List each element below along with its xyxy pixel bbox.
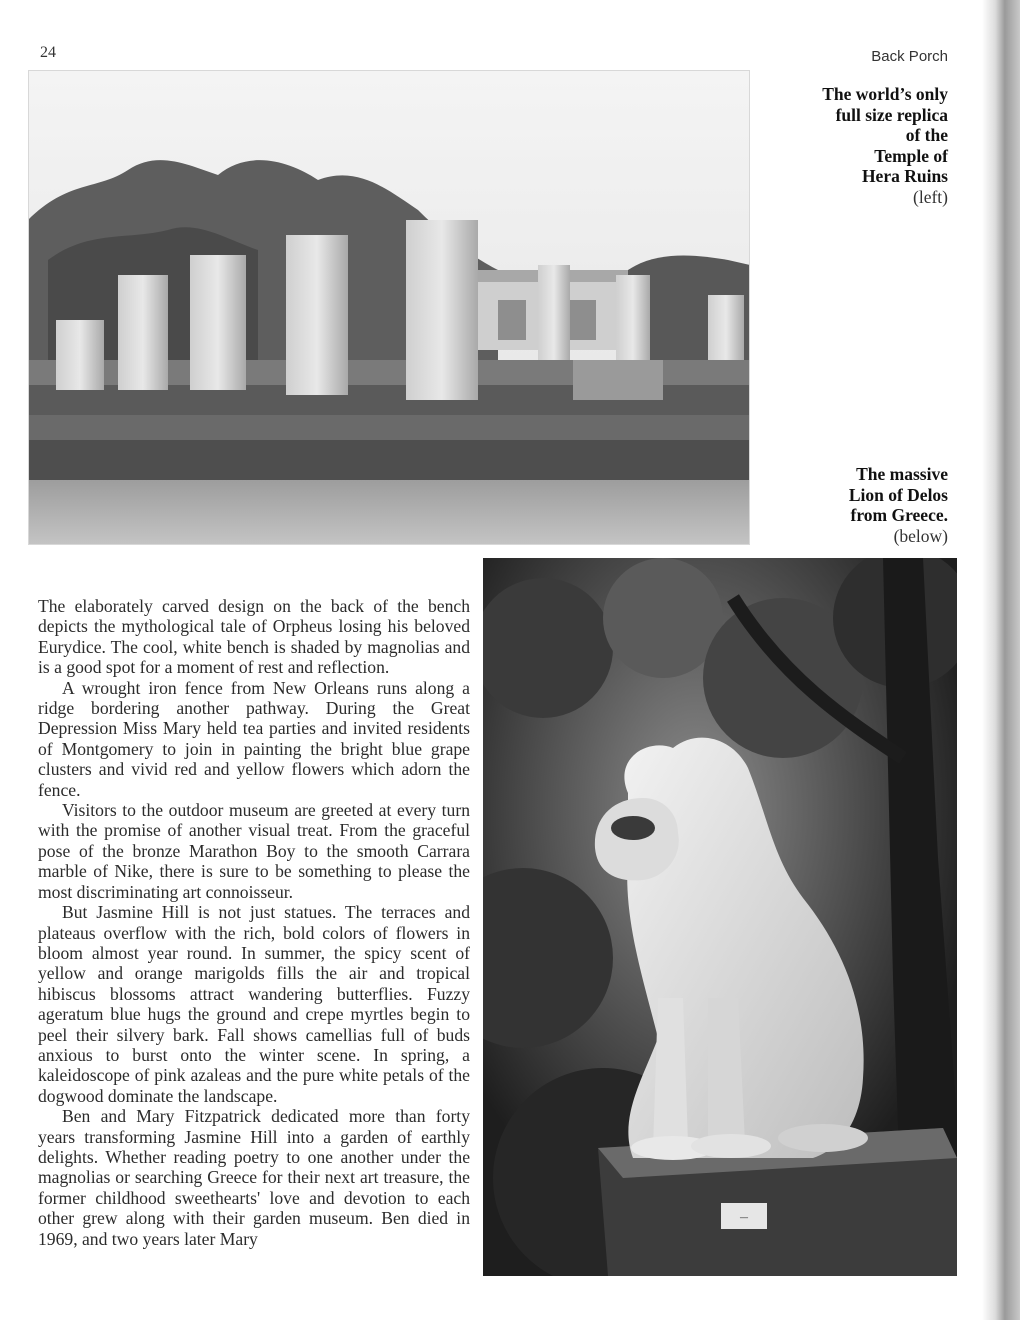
body-paragraph: A wrought iron fence from New Orleans runs along a ridge bordering another pathway. During the Great Depression Miss Mary held tea parties and invited residents of Montgomery to join in painting the bright blue grape clusters and vivid red and yellow flowers which adorn the fence. [38,677,470,800]
temple-caption-line: full size replica [835,104,948,125]
temple-caption-direction: (left) [913,186,948,207]
temple-photo-illustration [28,70,750,545]
temple-caption-line: Hera Ruins [861,166,948,186]
lion-caption-direction: (below) [893,525,948,546]
lion-photo-illustration [483,558,957,1276]
body-paragraph: Visitors to the outdoor museum are greeted at every turn with the promise of another visual treat. From the graceful pose of the bronze Marathon Boy to the smooth Carrara marble of Nike, there is sure to be something to please the most discriminating art connoisseur. [38,800,470,902]
page-number: 24 [40,44,56,61]
lion-plinth-sign: — [739,1213,749,1223]
lion-caption-line: from Greece. [850,505,948,525]
lion-caption-line: The massive [856,464,948,484]
temple-caption-line: of the [905,125,948,145]
page-gutter-shadow [982,0,1020,1320]
temple-of-hera-photo [28,70,750,545]
lion-of-delos-photo [483,558,957,1276]
lion-caption [849,464,948,546]
running-head: Back Porch [871,48,948,65]
article-body [38,596,470,1249]
body-paragraph: But Jasmine Hill is not just statues. The terraces and plateaus overflow with the rich, bold colors of flowers in bloom almost year round. In summer, the spicy scent of yellow and orange marigolds fills the air and tropical hibiscus blossoms attract wandering butterflies. Fuzzy ageratum blue hugs the ground and crepe myrtles begin to peel their silvery bark. Fall shows camellias full of buds anxious to burst onto the winter scene. In spring, a kaleidoscope of pink azaleas and the pure white petals of the dogwood dominate the landscape. [38,902,470,1106]
lion-caption-line: Lion of Delos [848,484,948,505]
temple-caption-line: The world’s only [822,84,948,104]
body-paragraph: The elaborately carved design on the back of the bench depicts the mythological tale of Orpheus losing his beloved Eurydice. The cool, white bench is shaded by magnolias and is a good spot for a moment of rest and reflection. [38,596,470,678]
body-paragraph: Ben and Mary Fitzpatrick dedicated more than forty years transforming Jasmine Hill into a garden of earthly delights. Whether reading poetry to one another under the magnolias or searching Greece for their next art treasure, the former childhood sweethearts' love and devotion to each other grew along with their garden museum. Ben died in 1969, and two years later Mary [38,1106,470,1249]
temple-caption-line: Temple of [874,145,948,166]
temple-caption [822,84,948,207]
